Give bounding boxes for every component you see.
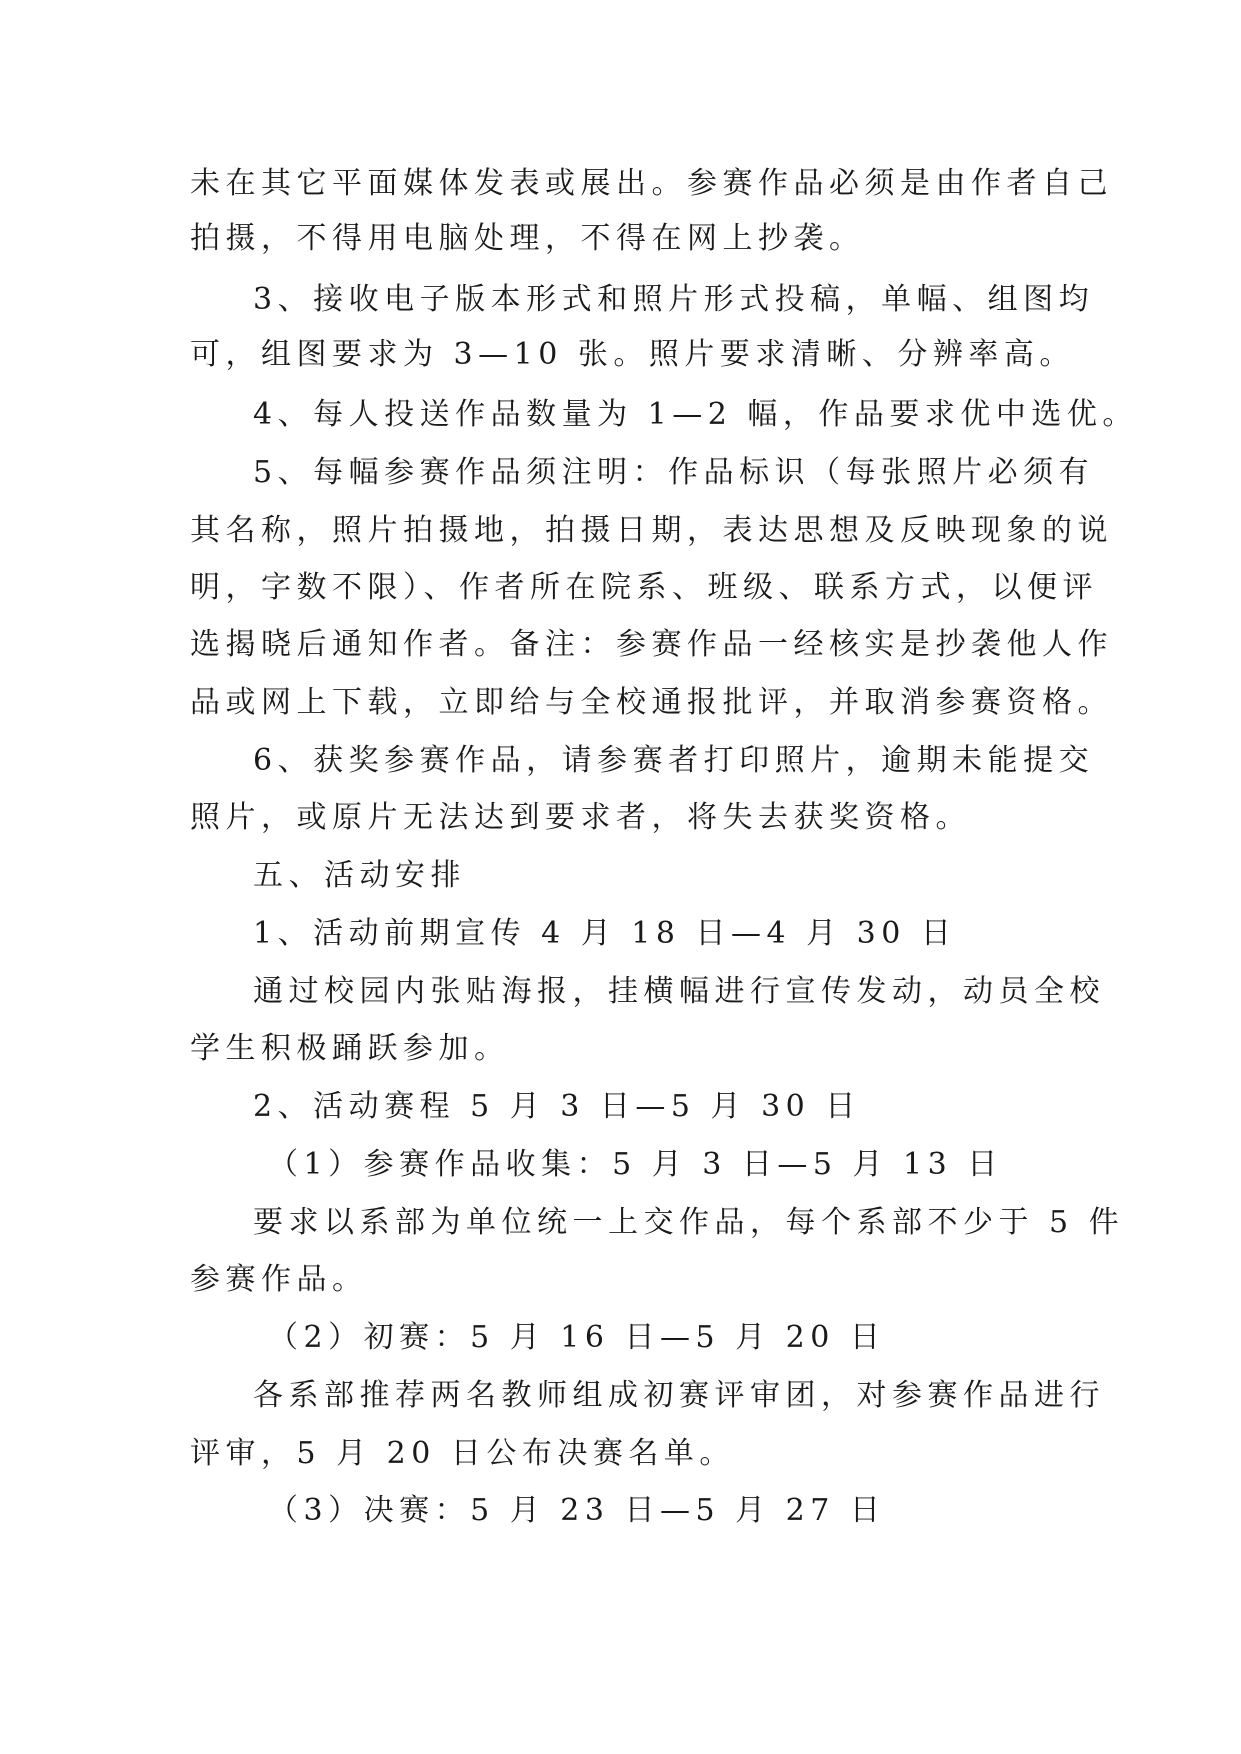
text-line: 2、活动赛程 5 月 3 日—5 月 30 日 [253,1089,861,1124]
text-line: 可，组图要求为 3—10 张。照片要求清晰、分辨率高。 [190,337,1075,372]
text-line: 1、活动前期宣传 4 月 18 日—4 月 30 日 [253,916,957,951]
text-line: 未在其它平面媒体发表或展出。参赛作品必须是由作者自己 [190,166,1113,201]
text-line: 6、获奖参赛作品，请参赛者打印照片，逾期未能提交 [253,743,1095,778]
text-line: 5、每幅参赛作品须注明：作品标识（每张照片必须有 [253,455,1095,490]
text-line: 拍摄，不得用电脑处理，不得在网上抄袭。 [190,221,865,256]
text-line: 其名称，照片拍摄地，拍摄日期，表达思想及反映现象的说 [190,513,1113,548]
text-line: 品或网上下载，立即给与全校通报批评，并取消参赛资格。 [190,685,1113,720]
text-line: 评审，5 月 20 日公布决赛名单。 [190,1436,735,1471]
text-line: （2）初赛：5 月 16 日—5 月 20 日 [268,1320,886,1355]
text-line: 3、接收电子版本形式和照片形式投稿，单幅、组图均 [253,282,1095,317]
text-line: （3）决赛：5 月 23 日—5 月 27 日 [268,1493,886,1528]
text-line: （1）参赛作品收集：5 月 3 日—5 月 13 日 [268,1147,1003,1182]
text-line: 参赛作品。 [190,1262,368,1297]
text-line: 学生积极踊跃参加。 [190,1031,510,1066]
text-line: 照片，或原片无法达到要求者，将失去获奖资格。 [190,800,971,835]
text-line: 明，字数不限）、作者所在院系、班级、联系方式，以便评 [190,570,1098,605]
text-line: 选揭晓后通知作者。备注：参赛作品一经核实是抄袭他人作 [190,627,1113,662]
text-line: 各系部推荐两名教师组成初赛评审团，对参赛作品进行 [253,1378,1105,1413]
text-line: 4、每人投送作品数量为 1—2 幅，作品要求优中选优。 [253,397,1138,432]
section-heading: 五、活动安排 [253,858,466,893]
text-line: 要求以系部为单位统一上交作品，每个系部不少于 5 件 [253,1205,1125,1240]
text-line: 通过校园内张贴海报，挂横幅进行宣传发动，动员全校 [253,974,1105,1009]
